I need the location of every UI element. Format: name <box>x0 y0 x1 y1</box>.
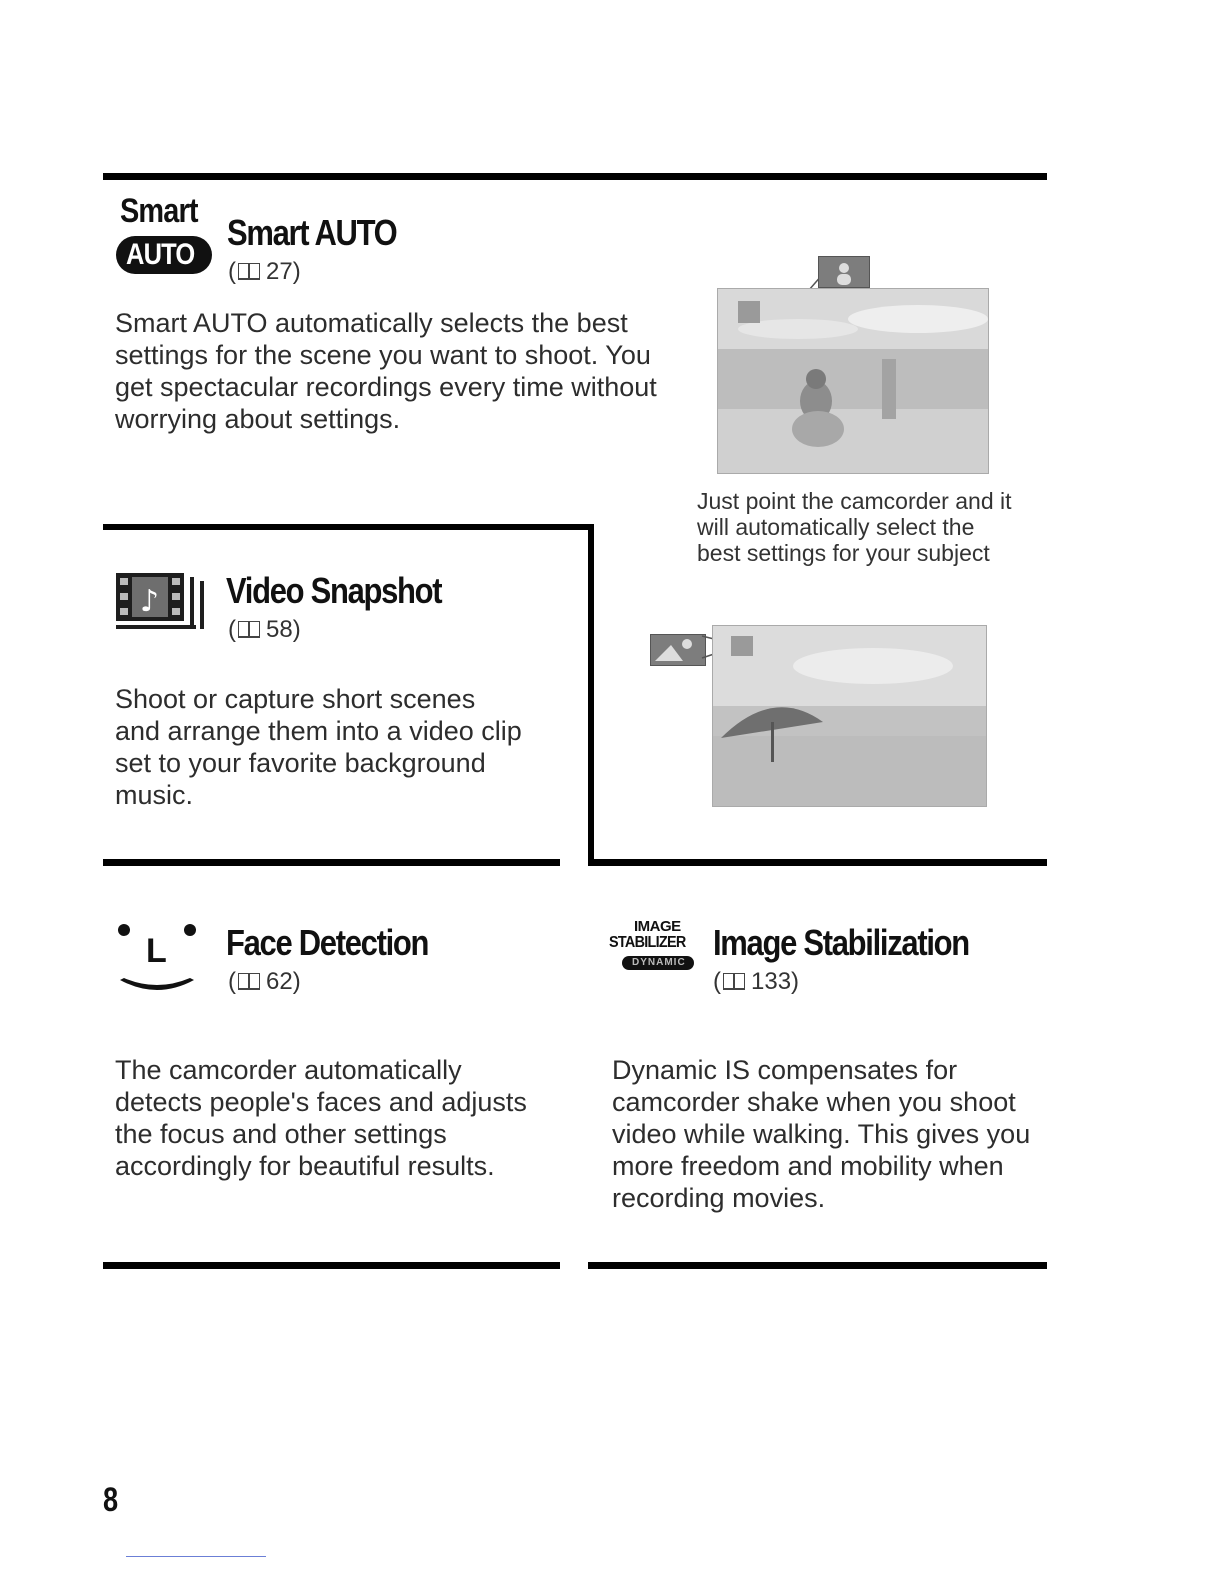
video-snapshot-ref: ( 58) <box>228 616 301 643</box>
beach-umbrella-photo <box>712 625 987 807</box>
face-detection-title: Face Detection <box>226 922 429 963</box>
face-detection-icon <box>112 918 202 998</box>
beach-umbrella-image <box>713 626 986 806</box>
image-stabilizer-icon-line2: STABILIZER <box>609 934 686 951</box>
bottom-left-rule <box>103 1262 560 1269</box>
footer-link-line <box>126 1556 266 1557</box>
book-icon <box>238 621 260 638</box>
book-icon <box>238 263 260 280</box>
video-snapshot-top-rule <box>103 524 594 530</box>
svg-text:♪: ♪ <box>140 584 160 619</box>
image-stabilizer-icon-badge: DYNAMIC <box>622 956 694 970</box>
middle-right-rule <box>588 859 1047 866</box>
video-snapshot-right-rule <box>588 524 594 866</box>
scene-icon-portrait <box>818 256 870 288</box>
image-stabilization-title: Image Stabilization <box>713 922 969 963</box>
bottom-right-rule <box>588 1262 1047 1269</box>
smart-auto-icon <box>116 192 212 282</box>
middle-left-rule <box>103 859 560 866</box>
face-detection-icon-letter: L <box>146 932 167 970</box>
image-stabilizer-icon <box>608 918 708 978</box>
smart-auto-icon-text: Smart <box>120 192 198 230</box>
mountain-sun-icon <box>651 635 705 665</box>
image-stabilization-ref: ( 133) <box>713 968 800 995</box>
smart-auto-caption: Just point the camcorder and it will automatically select the best settings for your subject <box>697 488 1012 566</box>
video-snapshot-title: Video Snapshot <box>226 570 442 611</box>
video-snapshot-icon <box>116 573 208 633</box>
book-icon <box>723 973 745 990</box>
smart-auto-title: Smart AUTO <box>227 212 397 253</box>
beach-girl-photo <box>717 288 989 474</box>
face-detection-body: The camcorder automatically detects people's faces and adjusts the focus and other settings accordingly for beautiful results. <box>115 1055 527 1181</box>
person-icon <box>819 257 869 287</box>
image-stabilizer-icon-line1: IMAGE <box>634 918 681 935</box>
beach-girl-image <box>718 289 988 473</box>
image-stabilization-body: Dynamic IS compensates for camcorder shake when you shoot video while walking. This gives you more freedom and mobility when recording movies. <box>612 1055 1031 1213</box>
top-rule <box>103 173 1047 180</box>
scene-icon-landscape <box>650 634 706 666</box>
smart-auto-icon-badge: AUTO <box>116 236 212 274</box>
page-number: 8 <box>103 1481 119 1519</box>
video-snapshot-body: Shoot or capture short scenes and arrange them into a video clip set to your favorite background music. <box>115 684 522 810</box>
book-icon <box>238 973 260 990</box>
smart-auto-body: Smart AUTO automatically selects the best settings for the scene you want to shoot. You get spectacular recordings every time without worrying about settings. <box>115 308 657 434</box>
smart-auto-ref: ( 27) <box>228 258 301 285</box>
face-detection-ref: ( 62) <box>228 968 301 995</box>
